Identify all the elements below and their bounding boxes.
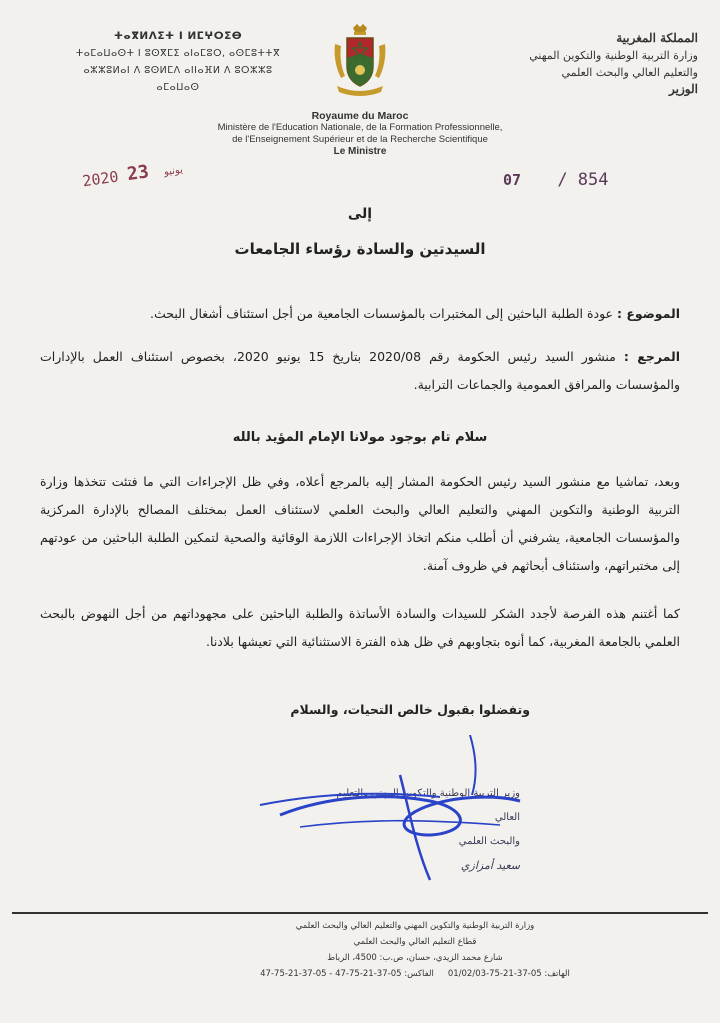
date-stamp-day: 23 xyxy=(125,161,151,186)
footer-phone: الهاتف: 05-37-21-75-01/02/03 xyxy=(447,969,570,979)
reference-stamp xyxy=(503,170,609,190)
tifinagh-header-ministry: ⵜⴰⵎⴰⵡⴰⵙⵜ ⵏ ⵓⵙⴳⵎⵉ ⴰⵏⴰⵎⵓⵔ, ⴰⵙⵎⵓⵜⵜⴳ xyxy=(75,48,281,59)
greeting: سلام تام بوجود مولانا الإمام المؤيد بالله xyxy=(232,430,488,445)
arabic-header-minister: الوزير xyxy=(669,82,698,96)
french-header-minister: Le Ministre xyxy=(333,146,387,157)
footer-fax: الفاكس: 05-37-21-75-47 - 05-37-21-75-47 xyxy=(260,969,434,979)
date-stamp-month: يونيو xyxy=(163,164,184,178)
body-paragraph-1: وبعد، تماشيا مع منشور السيد رئيس الحكومة المشار إليه بالمرجع أعلاه، وفي ظل الإجراءات التي ما فتئت تتخذها وزارة التربية الوطنية والتكوين المهني والتعليم العالي والبحث العلمي لاستئناف العمل بمختلف المصالح بالإدارة المركزية والمؤسسات الجامعية، يشرفني أن أطلب منكم اتخاذ الإجراءات اللازمة الوقائية والصحية لتمكين الطلبة الباحثين من عودتهم إلى مختبراتهم، واستئناف أبحاثهم في ظروف آمنة. xyxy=(40,474,680,573)
french-header-ministry-2: de l'Enseignement Supérieur et de la Recherche Scientifique xyxy=(232,134,488,145)
subject-label: الموضوع : xyxy=(616,306,680,321)
reference-line xyxy=(40,343,680,399)
reference-stamp-code: / 854 xyxy=(557,170,609,190)
tifinagh-header-ministry-2: ⴰⵣⵣⵓⵍⴰⵏ ⴷ ⵓⵙⵍⵎⴷ ⴰⵏⵏⴰⴼⵍ ⴷ ⵓⵔⵣⵣⵓ xyxy=(83,65,273,76)
to-label: إلى xyxy=(347,206,373,222)
footer-ministry: وزارة التربية الوطنية والتكوين المهني والتعليم العالي والبحث العلمي xyxy=(295,921,535,931)
french-header xyxy=(200,110,520,158)
reference-label: المرجع : xyxy=(623,349,680,364)
date-stamp-year: 2020 xyxy=(81,167,120,191)
signature-stamp-title: وزير التربية الوطنية والتكوين المهني والتعليم العالي xyxy=(336,788,520,823)
footer-contacts xyxy=(200,966,630,982)
tifinagh-header-minister: ⴰⵎⴰⵡⴰⵙ xyxy=(156,82,200,93)
coat-of-arms-icon xyxy=(331,22,389,100)
subject-line xyxy=(40,306,680,321)
signature-stamp-title-2: والبحث العلمي xyxy=(458,836,520,847)
footer-rule xyxy=(12,912,708,914)
footer xyxy=(200,918,630,982)
date-stamp xyxy=(81,156,190,192)
arabic-header-kingdom: المملكة المغربية xyxy=(616,31,698,45)
reference-stamp-number: 07 xyxy=(503,171,522,189)
arabic-header-ministry-2: والتعليم العالي والبحث العلمي xyxy=(561,66,698,79)
closing: وتفضلوا بقبول خالص التحيات، والسلام xyxy=(290,702,530,717)
reference-text: منشور السيد رئيس الحكومة رقم 2020/08 بتاريخ 15 يونيو 2020، بخصوص استئناف العمل بالإدارات والمؤسسات والمرافق العمومية والجماعات الترابية. xyxy=(40,349,680,392)
arabic-header xyxy=(468,30,698,98)
signature-stamp-name: سعيد أمزازي xyxy=(460,859,520,872)
addressee: السيدتين والسادة رؤساء الجامعات xyxy=(234,240,486,258)
tifinagh-header-kingdom: ⵜⴰⴳⵍⴷⵉⵜ ⵏ ⵍⵎⵖⵔⵉⴱ xyxy=(113,30,243,42)
footer-address: شارع محمد الزيدي، حسان، ص.ب: 4500، الرباط xyxy=(327,953,503,963)
body-paragraph-2: كما أغتنم هذه الفرصة لأجدد الشكر للسيدات والسادة الأساتذة والطلبة الباحثين على مجهوداتهم من أجل النهوض بالبحث العلمي بالجامعة المغربية، كما أنوه بتجاوبهم في ظل هذه الفترة الاستثنائية التي تعيشها بلادنا. xyxy=(40,606,680,649)
subject-text: عودة الطلبة الباحثين إلى المختبرات بالمؤسسات الجامعية من أجل استئناف أشغال البحث. xyxy=(150,306,613,321)
french-header-kingdom: Royaume du Maroc xyxy=(311,110,409,122)
handwritten-signature xyxy=(240,735,560,895)
arabic-header-ministry: وزارة التربية الوطنية والتكوين المهني xyxy=(529,49,698,62)
tifinagh-header xyxy=(58,28,298,96)
footer-sector: قطاع التعليم العالي والبحث العلمي xyxy=(353,937,477,947)
french-header-ministry: Ministère de l'Education Nationale, de la Formation Professionnelle, xyxy=(217,122,503,133)
